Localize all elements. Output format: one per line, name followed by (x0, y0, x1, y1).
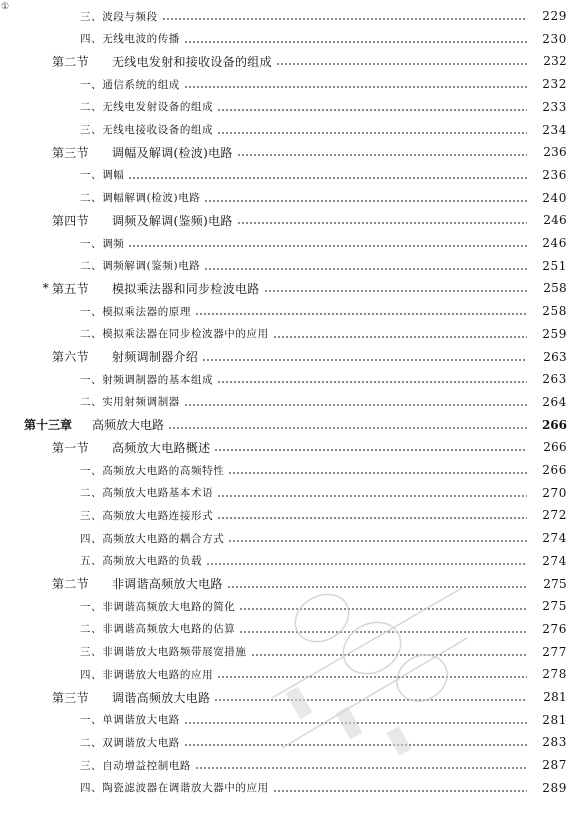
toc-entry-item[interactable] (0, 551, 580, 571)
entry-title: 高频放大电路的负载 (102, 555, 203, 568)
entry-page-number: 283 (542, 735, 567, 750)
entry-heading (52, 439, 210, 456)
dot-leader (228, 472, 527, 475)
entry-title: 高频放大电路的耦合方式 (102, 532, 225, 545)
entry-title: 调幅解调(检波)电路 (102, 192, 201, 205)
entry-title: 高频放大电路 (92, 418, 165, 433)
entry-page-number: 230 (542, 31, 567, 46)
toc-entry-item[interactable] (0, 710, 580, 730)
entry-heading (80, 258, 200, 273)
toc-entry-item[interactable] (0, 256, 580, 276)
entry-page-number: 266 (543, 440, 567, 455)
entry-number: 一、 (80, 78, 103, 91)
entry-heading (80, 167, 124, 182)
entry-title: 双调谐放大电路 (102, 736, 180, 749)
entry-number: 二、 (80, 487, 103, 500)
toc-entry-section[interactable] (0, 278, 580, 298)
toc-entry-chapter[interactable] (0, 415, 580, 435)
entry-number: 四、 (80, 782, 103, 795)
entry-title: 模拟乘法器的原理 (102, 305, 192, 318)
entry-number: 第六节 (52, 350, 89, 364)
toc-entry-item[interactable] (0, 528, 580, 548)
entry-title: 调频解调(鉴频)电路 (102, 260, 201, 273)
entry-page-number: 276 (542, 621, 567, 636)
entry-page-number: 232 (543, 54, 567, 69)
entry-heading (80, 780, 269, 795)
dot-leader (237, 222, 527, 225)
entry-heading (80, 621, 235, 636)
entry-number: 二、 (80, 101, 103, 114)
entry-number: 二、 (80, 396, 103, 409)
entry-heading (80, 31, 180, 46)
entry-number: 一、 (80, 169, 103, 182)
toc-entry-item[interactable] (0, 74, 580, 94)
entry-page-number: 234 (542, 122, 567, 137)
entry-heading (39, 280, 260, 297)
entry-heading (52, 689, 210, 706)
entry-number: 第三节 (52, 145, 89, 160)
toc-entry-item[interactable] (0, 188, 580, 208)
toc-entry-section[interactable] (0, 142, 580, 162)
dot-leader (273, 789, 527, 792)
entry-page-number: 277 (542, 644, 567, 659)
entry-page-number: 236 (543, 145, 567, 160)
toc-entry-item[interactable] (0, 755, 580, 775)
entry-title: 通信系统的组成 (102, 78, 180, 91)
entry-page-number: 264 (542, 394, 567, 409)
entry-title: 实用射频调制器 (102, 396, 180, 409)
entry-title: 单调谐放大电路 (102, 714, 180, 727)
toc-entry-item[interactable] (0, 233, 580, 253)
dot-leader (206, 562, 527, 565)
entry-title: 调幅及解调(检波)电路 (112, 145, 233, 160)
entry-page-number: 274 (542, 553, 567, 568)
entry-page-number: 240 (542, 190, 567, 205)
entry-page-number: 259 (542, 326, 567, 341)
entry-page-number: 278 (542, 667, 567, 682)
dot-leader (264, 290, 527, 293)
toc-entry-item[interactable] (0, 97, 580, 117)
entry-heading (80, 485, 213, 500)
dot-leader (239, 630, 527, 633)
entry-heading (80, 190, 200, 205)
entry-page-number: 263 (543, 349, 567, 364)
entry-title: 高频放大电路概述 (112, 440, 211, 455)
toc-entry-section[interactable] (0, 437, 580, 457)
entry-heading (80, 667, 213, 682)
toc-entry-item[interactable] (0, 6, 580, 26)
toc-entry-item[interactable] (0, 165, 580, 185)
entry-page-number: 266 (541, 417, 567, 432)
entry-page-number: 287 (542, 758, 567, 773)
entry-number: 三、 (80, 646, 103, 659)
entry-heading (80, 463, 224, 478)
entry-title: 调频及解调(鉴频)电路 (112, 213, 233, 228)
entry-title: 射频调制器介绍 (112, 350, 199, 364)
toc-entry-section[interactable] (0, 347, 580, 367)
toc-entry-section[interactable] (0, 574, 580, 594)
entry-heading (80, 644, 247, 659)
dot-leader (184, 403, 527, 406)
entry-heading (80, 122, 213, 137)
dot-leader (217, 676, 527, 679)
dot-leader (217, 494, 527, 497)
dot-leader (217, 381, 527, 384)
entry-title: 无线电波的传播 (102, 33, 180, 46)
entry-page-number: 270 (542, 485, 567, 500)
entry-number: 一、 (80, 600, 103, 613)
entry-title: 模拟乘法器在同步检波器中的应用 (102, 328, 269, 341)
entry-number: 一、 (80, 373, 103, 386)
entry-title: 无线电发射设备的组成 (102, 101, 214, 114)
entry-number: 三、 (80, 124, 103, 136)
entry-heading (80, 758, 191, 773)
dot-leader (228, 540, 527, 543)
entry-number: 四、 (80, 532, 103, 545)
entry-page-number: 275 (543, 576, 567, 591)
dot-leader (217, 131, 527, 134)
entry-number: 第十三章 (24, 418, 73, 433)
entry-title: 无线电发射和接收设备的组成 (112, 54, 272, 69)
entry-title: 高频放大电路的高频特性 (102, 464, 225, 477)
dot-leader (162, 18, 527, 21)
entry-title: 模拟乘法器和同步检波电路 (112, 281, 260, 296)
entry-title: 调频 (102, 237, 125, 250)
entry-number: 第二节 (52, 577, 89, 591)
entry-number: 三、 (80, 759, 103, 772)
dot-leader (202, 358, 527, 361)
toc-entry-section[interactable] (0, 51, 580, 71)
dot-leader (214, 449, 527, 452)
entry-title: 非调谐高频放大电路 (112, 577, 223, 591)
entry-number: 一、 (80, 464, 103, 477)
entry-number: 第一节 (52, 440, 89, 455)
entry-heading (80, 99, 213, 114)
toc-entry-item[interactable] (0, 778, 580, 798)
dot-leader (184, 86, 527, 89)
entry-title: 非调谐放大电路的应用 (102, 668, 214, 681)
entry-heading (52, 212, 233, 229)
entry-heading (80, 553, 202, 568)
toc-entry-item[interactable] (0, 369, 580, 389)
entry-heading (80, 599, 235, 614)
entry-heading (80, 77, 180, 92)
entry-page-number: 229 (542, 9, 567, 23)
entry-title: 非调谐高频放大电路的简化 (102, 600, 236, 613)
entry-page-number: 275 (542, 599, 567, 614)
toc-entry-item[interactable] (0, 664, 580, 684)
dot-leader (237, 154, 527, 157)
dot-leader (204, 267, 527, 270)
entry-heading (80, 372, 213, 387)
dot-leader (217, 108, 527, 111)
entry-page-number: 251 (542, 258, 567, 273)
entry-number: 一、 (80, 305, 103, 318)
entry-number: 四、 (80, 668, 103, 681)
dot-leader (217, 517, 527, 520)
entry-heading (52, 53, 272, 70)
entry-title: 非调谐放大电路频带展宽措施 (102, 646, 247, 659)
dot-leader (128, 176, 527, 179)
entry-heading (80, 236, 124, 251)
entry-number: 二、 (80, 260, 103, 273)
entry-page-number: 263 (542, 372, 567, 387)
dot-leader (184, 721, 527, 724)
entry-number: 二、 (80, 192, 103, 205)
dot-leader (204, 199, 527, 202)
entry-title: 自动增益控制电路 (102, 759, 192, 772)
entry-title: 调谐高频放大电路 (112, 690, 211, 705)
entry-page-number: 258 (542, 304, 567, 319)
entry-page-number: 289 (542, 780, 567, 795)
entry-heading (80, 735, 180, 750)
dot-leader (184, 40, 527, 43)
entry-number: 二、 (80, 736, 103, 749)
entry-number: 五、 (80, 555, 103, 568)
toc-entry-item[interactable] (0, 460, 580, 480)
entry-page-number: 232 (542, 77, 567, 92)
entry-heading (80, 531, 224, 546)
corner-mark: ① (1, 2, 10, 12)
dot-leader (128, 245, 527, 248)
toc-entry-section[interactable] (0, 687, 580, 707)
entry-page-number: 246 (542, 236, 567, 250)
dot-leader (276, 63, 527, 66)
toc-entry-item[interactable] (0, 29, 580, 49)
entry-title: 波段与频段 (102, 10, 158, 23)
toc-entry-item[interactable] (0, 301, 580, 321)
entry-number: 二、 (80, 328, 103, 341)
dot-leader (195, 313, 527, 316)
entry-heading (80, 508, 213, 523)
dot-leader (251, 653, 527, 656)
entry-page-number: 236 (542, 167, 567, 182)
toc-entry-item[interactable] (0, 120, 580, 140)
entry-heading (80, 394, 180, 409)
entry-number: 一、 (80, 714, 103, 727)
entry-number: 四、 (80, 33, 103, 46)
entry-title: 陶瓷滤波器在调谐放大器中的应用 (102, 782, 269, 795)
entry-number: 三、 (80, 10, 103, 23)
entry-number: 第三节 (52, 690, 89, 705)
dot-leader (168, 426, 527, 429)
entry-title: 调幅 (102, 169, 125, 182)
optional-star-mark: * (42, 281, 49, 296)
entry-title: 射频调制器的基本组成 (102, 373, 214, 386)
toc-entry-item[interactable] (0, 732, 580, 752)
dot-leader (273, 335, 527, 338)
entry-page-number: 272 (542, 508, 567, 523)
entry-page-number: 266 (542, 463, 567, 477)
dot-leader (184, 744, 527, 747)
entry-title: 高频放大电路基本术语 (102, 487, 214, 500)
entry-title: 非调谐高频放大电路的估算 (102, 623, 236, 636)
entry-page-number: 281 (542, 712, 567, 727)
entry-heading (52, 348, 198, 365)
entry-page-number: 281 (543, 690, 567, 704)
entry-page-number: 233 (542, 99, 567, 114)
entry-number: 一、 (80, 237, 103, 250)
entry-title: 高频放大电路连接形式 (102, 509, 214, 522)
toc-entry-item[interactable] (0, 324, 580, 344)
toc-entry-item[interactable] (0, 505, 580, 525)
toc-entry-item[interactable] (0, 619, 580, 639)
entry-number: 三、 (80, 509, 103, 522)
entry-title: 无线电接收设备的组成 (102, 124, 214, 136)
entry-heading (24, 416, 164, 433)
entry-number: 第五节 (52, 281, 89, 296)
entry-number: 第四节 (52, 213, 89, 228)
dot-leader (239, 608, 527, 611)
toc-entry-section[interactable] (0, 210, 580, 230)
entry-page-number: 258 (543, 281, 567, 296)
entry-heading (52, 575, 223, 592)
entry-heading (80, 326, 269, 341)
entry-number: 二、 (80, 623, 103, 636)
entry-heading (80, 712, 180, 727)
toc-entry-item[interactable] (0, 483, 580, 503)
entry-heading (80, 9, 158, 24)
dot-leader (227, 585, 527, 588)
entry-heading (52, 144, 233, 161)
entry-heading (80, 304, 191, 319)
entry-page-number: 246 (543, 213, 567, 228)
toc-entry-item[interactable] (0, 392, 580, 412)
toc-entry-item[interactable] (0, 642, 580, 662)
dot-leader (214, 699, 527, 702)
toc-entry-item[interactable] (0, 596, 580, 616)
dot-leader (195, 767, 527, 770)
entry-number: 第二节 (52, 54, 89, 69)
entry-page-number: 274 (542, 531, 567, 546)
